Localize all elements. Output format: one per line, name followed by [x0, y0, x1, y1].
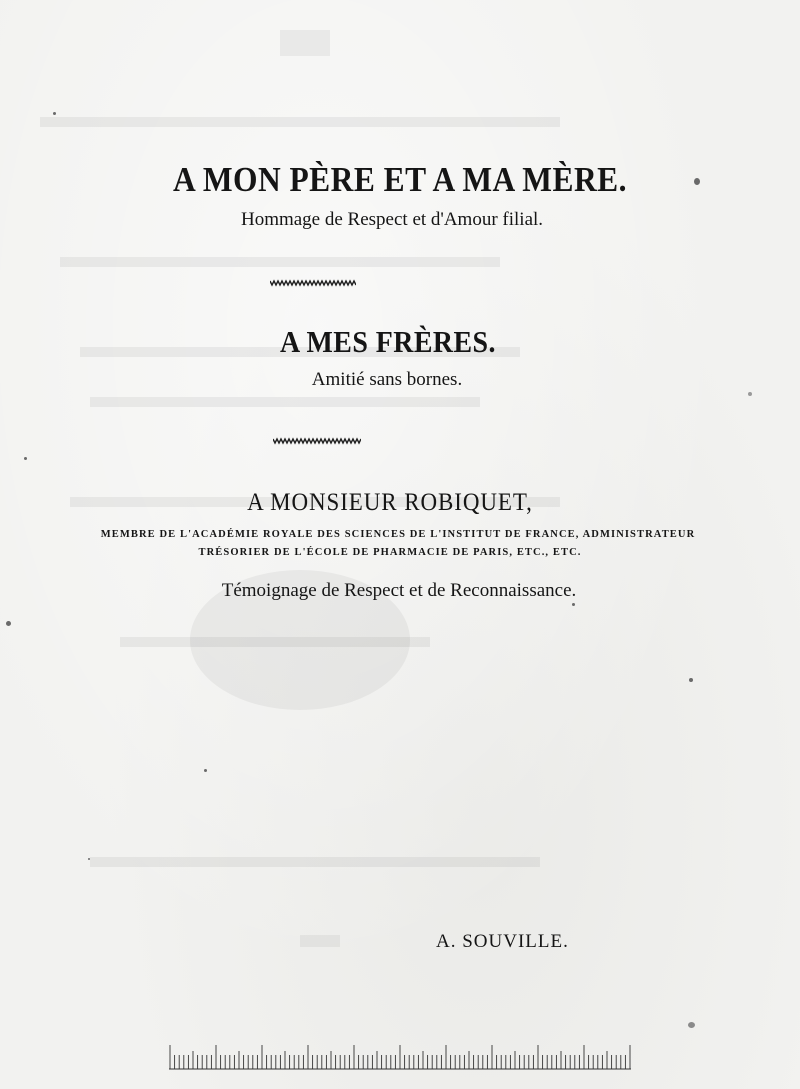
- dust-speck: [572, 603, 575, 606]
- ornament-divider-1: [270, 279, 356, 287]
- dedication-parents-heading: A MON PÈRE ET A MA MÈRE.: [173, 160, 627, 199]
- scale-ruler: [169, 1041, 633, 1071]
- dedication-robiquet-subline: Témoignage de Respect et de Reconnaissance.: [221, 580, 577, 601]
- dust-speck: [6, 621, 11, 626]
- dedication-robiquet-heading: A MONSIEUR ROBIQUET,: [247, 489, 533, 516]
- dedication-parents-subline: Hommage de Respect et d'Amour filial.: [240, 209, 544, 230]
- dust-speck: [204, 769, 207, 772]
- ornament-divider-2: [273, 437, 361, 445]
- dust-speck: [748, 392, 752, 396]
- dust-speck: [53, 112, 56, 115]
- dust-speck: [88, 858, 90, 860]
- dust-speck: [24, 457, 27, 460]
- dust-speck: [689, 678, 693, 682]
- dedication-brothers-heading: A MES FRÈRES.: [280, 324, 496, 359]
- dust-speck: [694, 178, 700, 185]
- robiquet-titles-line-2: TRÉSORIER DE L'ÉCOLE DE PHARMACIE DE PARIS, ETC., ETC.: [198, 547, 582, 558]
- dedication-brothers-subline: Amitié sans bornes.: [311, 369, 463, 390]
- author-signature: A. SOUVILLE.: [436, 931, 569, 952]
- dust-speck: [688, 1022, 695, 1028]
- robiquet-titles-line-1: MEMBRE DE L'ACADÉMIE ROYALE DES SCIENCES DE L'INSTITUT DE FRANCE, ADMINISTRATEUR: [100, 529, 696, 540]
